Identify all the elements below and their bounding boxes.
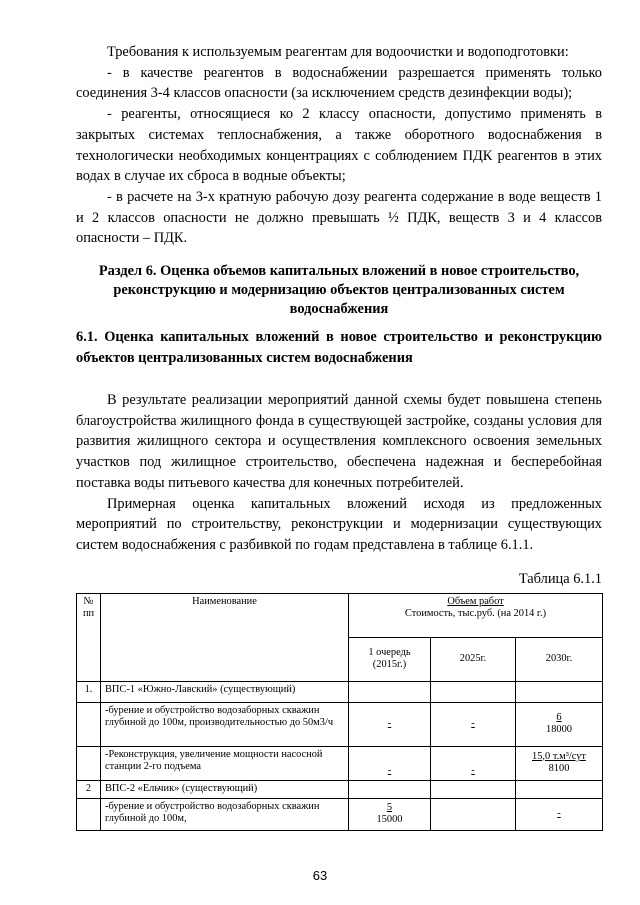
body-paragraph: В результате реализации мероприятий данной схемы будет повышена степень благоустройства жилищного фонда в существующей застройке, созданы условия для развития жилищного сектора и осуществления комплексного освоения земельных участков под жилищное строительство, обеспечена надежная и бесперебойная поставка воды питьевого качества для конечных потребителей. <box>76 392 602 491</box>
intro-paragraph: - реагенты, относящиеся ко 2 классу опасности, допустимо применять в закрытых системах теплоснабжения, а также оборотного водоснабжения в технологически необходимых концентрациях с соблюдением ПДК реагентов в этих водах в случае их сброса в водные объекты; <box>76 106 602 185</box>
row-value: - <box>349 702 431 746</box>
row-name: -Реконструкция, увеличение мощности насосной станции 2-го подъема <box>101 746 349 780</box>
document-page <box>76 42 602 831</box>
row-value: - <box>431 702 516 746</box>
header-number: № пп <box>77 593 101 681</box>
header-cost: Стоимость, тыс.руб. (на 2014 г.) <box>404 608 547 620</box>
page-number: 63 <box>312 868 328 883</box>
row-value-quantity: 5 <box>386 801 393 813</box>
header-year-2030: 2030г. <box>516 637 603 681</box>
header-volume-cost <box>349 593 603 637</box>
table-row <box>77 681 603 702</box>
header-name: Наименование <box>101 593 349 681</box>
table-row <box>77 746 603 780</box>
header-volume: Объем работ <box>447 595 504 607</box>
intro-paragraph: - в расчете на 3-х кратную рабочую дозу реагента содержание в воде веществ 1 и 2 классов опасности не должно превышать ½ ПДК, веществ 3 и 4 классов опасности – ПДК. <box>76 188 602 247</box>
row-name: ВПС-1 «Южно-Лавский» (существующий) <box>101 681 349 702</box>
row-name: -бурение и обустройство водозаборных скважин глубиной до 100м, <box>101 798 349 830</box>
row-value-cost: 18000 <box>546 724 572 736</box>
table-caption: Таблица 6.1.1 <box>518 570 602 587</box>
header-year-2025: 2025г. <box>431 637 516 681</box>
row-value-quantity: 6 <box>556 711 562 723</box>
row-name: ВПС-2 «Ельчик» (существующий) <box>101 780 349 798</box>
row-value-cost: 15000 <box>376 814 403 826</box>
body-paragraph: Примерная оценка капитальных вложений исходя из предложенных мероприятий по строительству, реконструкции и модернизации существующих систем водоснабжения с разбивкой по годам представлена в таблице 6.1.1. <box>76 495 602 553</box>
row-number: 1. <box>77 681 101 702</box>
row-value: - <box>516 798 603 830</box>
row-value-cell <box>349 798 431 830</box>
header-stage-1: 1 очередь (2015г.) <box>349 637 431 681</box>
subsection-title: 6.1. Оценка капитальных вложений в новое строительство и реконструкцию объектов централизованных систем водоснабжения <box>76 329 602 367</box>
row-value: - <box>349 746 431 780</box>
table-row <box>77 798 603 830</box>
row-value: - <box>431 746 516 780</box>
row-value-quantity: 15,0 т.м³/сут <box>532 750 586 762</box>
row-name: -бурение и обустройство водозаборных скважин глубиной до 100м, производительностью до 50м3/ч <box>101 702 349 746</box>
row-number: 2 <box>77 780 101 798</box>
section-title: Раздел 6. Оценка объемов капитальных вложений в новое строительство, реконструкцию и модернизацию объектов централизованных систем водоснабжения <box>98 263 580 318</box>
table-row <box>77 780 603 798</box>
intro-paragraph: Требования к используемым реагентам для водоочистки и водоподготовки: <box>107 44 569 60</box>
table-row <box>77 702 603 746</box>
row-value-cell <box>516 702 603 746</box>
investment-table <box>76 593 603 831</box>
row-value-cost: 8100 <box>548 763 570 775</box>
intro-paragraph: - в качестве реагентов в водоснабжении разрешается применять только соединения 3-4 классов опасности (за исключением средств дезинфекции воды); <box>76 64 602 102</box>
row-value-cell <box>516 746 603 780</box>
